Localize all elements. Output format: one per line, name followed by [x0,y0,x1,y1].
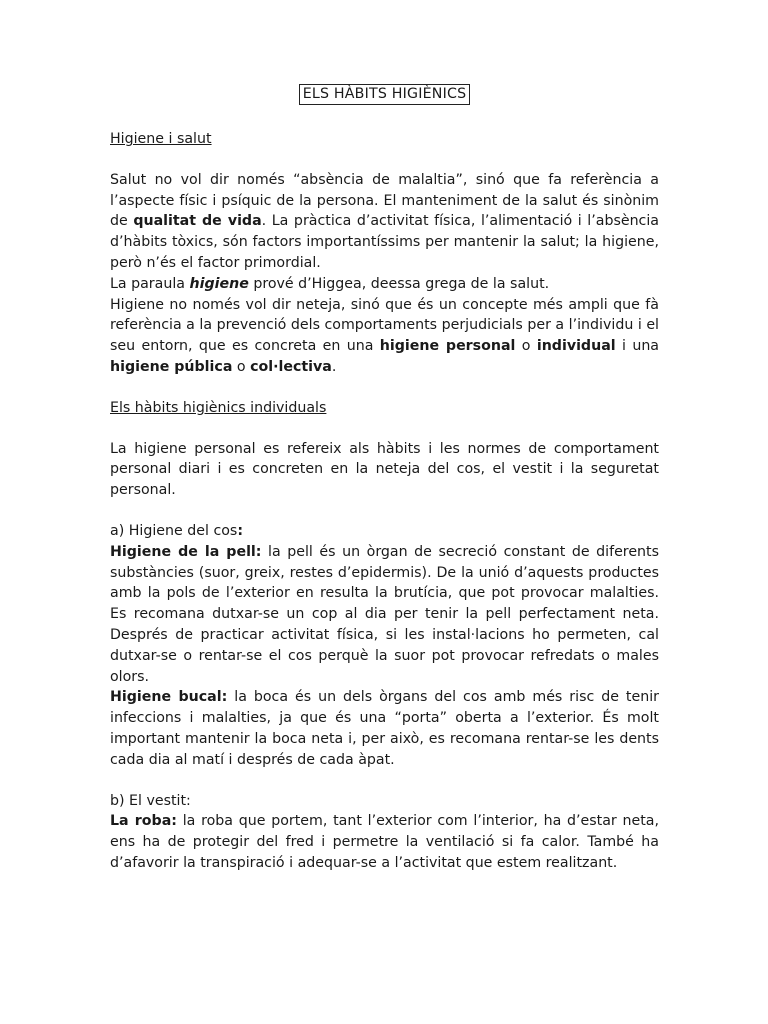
subsection-label-higiene-del-cos [110,521,659,542]
bold-italic-term-higiene: higiene [189,275,249,292]
document-content [110,84,659,894]
bold-label-higiene-pell: Higiene de la pell: [110,543,262,560]
bold-label-la-roba: La roba: [110,813,177,830]
text-span: prové d’Higgea, deessa grega de la salut. [248,275,550,292]
paragraph-paraula-higiene [110,274,659,295]
bold-term-qualitat-de-vida: qualitat de vida [133,213,262,230]
text-span: i una [615,338,659,355]
text-span: o [515,338,537,355]
text-span: Salut no vol dir només “absència de malaltia”, sinó que fa referència a l’aspecte físic i psíquic de la persona. El manteniment de la salut és sinònim de [110,171,659,230]
bold-term-collectiva: col·lectiva [250,358,332,375]
text-span: Higiene no només vol dir neteja, sinó que és un concepte més ampli que fà referència a la prevenció dels comportaments perjudicials per a l’individu i el seu entorn, que es concreta en una [110,296,659,355]
paragraph-intro-higiene-personal: La higiene personal es refereix als hàbits i les normes de comportament personal diari i es concreten en la neteja del cos, el vestit i la seguretat personal. [110,440,659,499]
text-span: a) Higiene del cos [110,522,238,539]
section-heading-higiene-i-salut: Higiene i salut [110,131,212,147]
text-span: la roba que portem, tant l’exterior com l’interior, ha d’estar neta, ens ha de protegir del fred i permetre la ventilació si fa calor. També ha d’afavorir la transpiració i adequar-se a l’activitat que estem realitzant. [110,813,660,871]
section-heading-habits-individuals: Els hàbits higiènics individuals [110,399,327,416]
text-span: la boca és un dels òrgans del cos amb més risc de tenir infeccions i malalties, ja que és una “porta” oberta a l’exterior. És molt important mantenir la boca neta i, per això, es recomana rentar-se les dents cada dia al matí i després de cada àpat. [110,689,659,768]
paragraph-higiene-bucal [110,687,659,770]
subsection-higiene-del-cos [110,521,659,771]
bold-colon: : [237,522,244,539]
bold-term-higiene-publica: higiene pública [110,358,233,375]
text-span: o [232,358,251,375]
subsection-el-vestit [110,791,659,874]
subsection-label-el-vestit: b) El vestit: [110,792,191,809]
text-span: . La pràctica d’activitat física, l’alimentació i l’absència d’hàbits tòxics, són factors importantíssims per mantenir la salut; la higiene, però n’és el factor primordial. [110,213,659,271]
text-span: . [331,358,337,375]
bold-label-higiene-bucal: Higiene bucal: [110,689,228,706]
text-span: La paraula [110,275,190,292]
title-wrap [110,84,659,105]
paragraph-la-roba [110,811,659,873]
paragraph-higiene-pell [110,542,659,688]
document-title: ELS HÀBITS HIGIÈNICS [299,84,471,105]
bold-term-higiene-personal: higiene personal [379,338,516,355]
paragraph-salut [110,170,659,274]
text-span: la pell és un òrgan de secreció constant de diferents substàncies (suor, greix, restes d’epidermis). De la unió d’aquests productes amb la pols de l’exterior en resulta la brutícia, que pot provocar malalties. Es recomana dutxar-se un cop al dia per tenir la pell perfectament neta. Després de practicar activitat física, si les instal·lacions ho permeten, cal dutxar-se o rentar-se el cos perquè la suor pot provocar refredats o males olors. [110,543,659,685]
bold-term-individual: individual [536,338,616,355]
paragraph-concepte [110,295,659,378]
section-intro-habits [110,439,659,501]
section-body-higiene-i-salut [110,170,659,378]
